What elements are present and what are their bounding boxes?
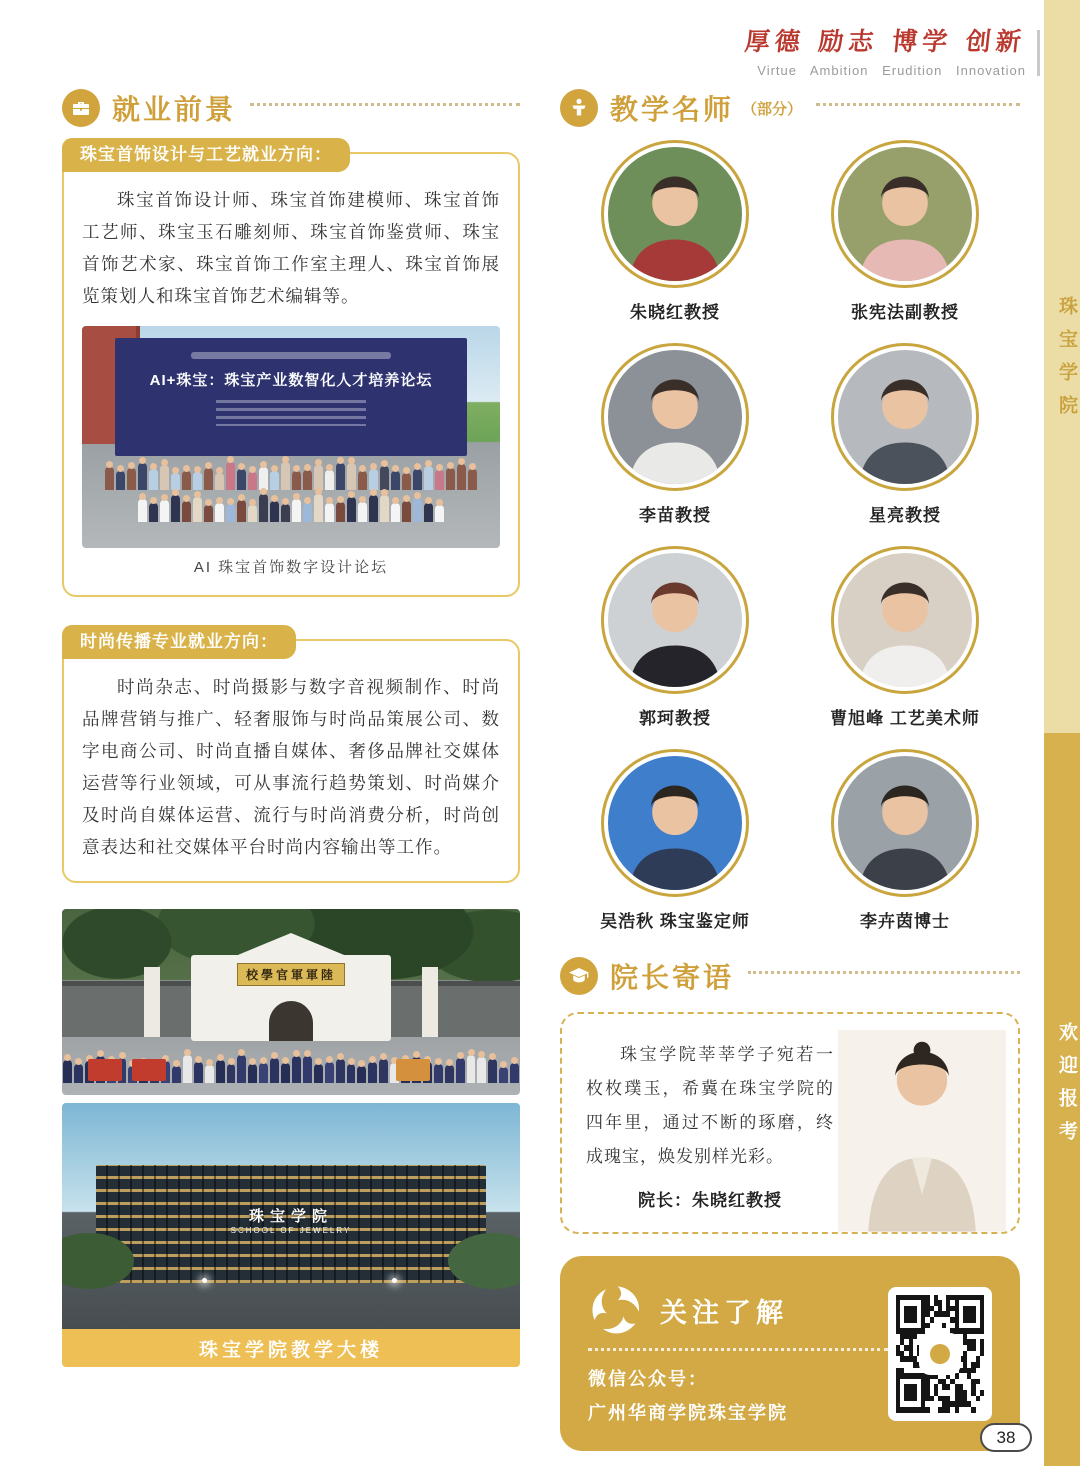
qr-code <box>888 1287 992 1421</box>
teacher-name: 郭珂教授 <box>639 709 711 728</box>
teachers-section-title: 教学名师 <box>610 94 735 125</box>
teacher-name: 朱晓红教授 <box>630 303 720 322</box>
dean-section-title: 院长寄语 <box>610 962 735 993</box>
teacher-portrait <box>831 140 979 288</box>
red-banner <box>88 1059 122 1081</box>
fashion-direction-tab: 时尚传播专业就业方向： <box>62 625 296 659</box>
teachers-section-header <box>560 88 1020 128</box>
teachers-section-subtitle: （部分） <box>742 100 803 118</box>
teacher-name: 张宪法副教授 <box>851 303 959 322</box>
motto-chinese: 厚德 励志 博学 创新 <box>743 27 1028 56</box>
conference-photo-caption: AI 珠宝首饰数字设计论坛 <box>193 559 389 576</box>
dotted-leader <box>748 971 1020 974</box>
yellow-banner <box>396 1059 430 1081</box>
teacher-portrait <box>601 546 749 694</box>
gate-house <box>191 955 391 1041</box>
motto-divider <box>1037 30 1040 76</box>
left-column <box>62 88 520 1367</box>
conference-crowd-front <box>82 494 500 522</box>
teacher-card <box>600 749 750 932</box>
teacher-portrait <box>601 749 749 897</box>
teacher-portrait <box>831 749 979 897</box>
teacher-name: 星亮教授 <box>869 506 941 525</box>
street-lamp <box>392 1278 397 1283</box>
dean-message-body: 珠宝学院莘莘学子宛若一枚枚璞玉，希冀在珠宝学院的四年里，通过不断的琢磨，终成瑰宝，焕发别样光彩。 <box>586 1045 834 1166</box>
side-strip-welcome-label: 欢迎报考 <box>1056 1022 1077 1154</box>
motto-english: Virtue Ambition Erudition Innovation <box>757 63 1026 78</box>
jewelry-direction-tab: 珠宝首饰设计与工艺就业方向： <box>62 138 350 172</box>
fashion-direction-box <box>62 632 520 883</box>
teacher-card <box>831 140 979 323</box>
gate-arch <box>269 1001 313 1041</box>
wechat-account-name: 广州华商学院珠宝学院 <box>588 1403 788 1423</box>
conference-small-text <box>216 400 366 426</box>
red-banner <box>132 1059 166 1081</box>
dotted-leader <box>588 1348 888 1351</box>
dean-message-box <box>560 1012 1020 1234</box>
follow-box <box>560 1256 1020 1451</box>
right-column <box>560 88 1020 1451</box>
building-sign <box>96 1205 486 1235</box>
teacher-name: 李卉茵博士 <box>860 912 950 931</box>
dean-section-header <box>560 956 1020 996</box>
jewelry-direction-box <box>62 145 520 597</box>
side-strip-school-label: 珠宝学院 <box>1056 296 1077 428</box>
briefcase-icon <box>62 89 100 127</box>
graduation-cap-icon <box>560 957 598 995</box>
gate-pillar <box>422 967 438 1037</box>
teacher-card <box>601 140 749 323</box>
teacher-name: 吴浩秋 珠宝鉴定师 <box>600 912 750 931</box>
campus-group-photo <box>62 909 520 1095</box>
gate-pediment <box>233 933 349 957</box>
school-motto <box>745 22 1026 78</box>
teacher-portrait <box>601 343 749 491</box>
teacher-card <box>601 343 749 526</box>
teacher-card <box>830 546 980 729</box>
teacher-card <box>831 343 979 526</box>
teachers-grid <box>560 140 1020 932</box>
employment-section-title: 就业前景 <box>112 94 237 125</box>
building-sign-english: SCHOOL OF JEWELRY <box>230 1226 352 1235</box>
street-lamp <box>202 1278 207 1283</box>
podium-icon <box>560 89 598 127</box>
gate-plaque-text: 校學官軍軍陸 <box>237 963 345 986</box>
page-number: 38 <box>980 1423 1032 1452</box>
wechat-account-label: 微信公众号： <box>588 1369 708 1389</box>
conference-logos <box>191 352 391 359</box>
teacher-card <box>831 749 979 932</box>
qr-center-logo <box>921 1335 959 1373</box>
building-sign-chinese: 珠宝学院 <box>248 1208 333 1225</box>
teacher-portrait <box>601 140 749 288</box>
fashion-direction-body: 时尚杂志、时尚摄影与数字音视频制作、时尚品牌营销与推广、轻奢服饰与时尚品策展公司、数字电商公司、时尚直播自媒体、奢侈品牌社交媒体运营等行业领域，可从事流行趋势策划、时尚媒介及时尚自媒体运营、流行与时尚消费分析，时尚创意表达和社交媒体平台时尚内容输出等工作。 <box>82 677 500 857</box>
teacher-card <box>601 546 749 729</box>
building-photo-caption: 珠宝学院教学大楼 <box>62 1329 520 1367</box>
conference-photo <box>82 326 500 548</box>
gate-pillar <box>144 967 160 1037</box>
teacher-portrait <box>831 546 979 694</box>
conference-banner-text: AI+珠宝：珠宝产业数智化人才培养论坛 <box>149 372 433 389</box>
conference-crowd-back <box>82 462 500 490</box>
jewelry-direction-body: 珠宝首饰设计师、珠宝首饰建模师、珠宝首饰工艺师、珠宝玉石雕刻师、珠宝首饰鉴赏师、珠宝首饰艺术家、珠宝首饰工作室主理人、珠宝首饰展览策划人和珠宝首饰艺术编辑等。 <box>82 190 500 306</box>
teaching-building-photo <box>62 1103 520 1329</box>
follow-title: 关注了解 <box>660 1297 788 1328</box>
building-silhouette <box>96 1165 486 1283</box>
swirl-logo-icon <box>588 1282 644 1338</box>
teacher-name: 李苗教授 <box>639 506 711 525</box>
teacher-name: 曹旭峰 工艺美术师 <box>830 709 980 728</box>
dotted-leader <box>250 103 520 106</box>
campus-crowd <box>62 1055 520 1083</box>
dotted-leader <box>816 103 1020 106</box>
conference-backdrop <box>115 338 467 456</box>
dean-signature: 院长：朱晓红教授 <box>638 1191 782 1210</box>
employment-section-header <box>62 88 520 128</box>
dean-photo <box>838 1030 1006 1232</box>
teacher-portrait <box>831 343 979 491</box>
